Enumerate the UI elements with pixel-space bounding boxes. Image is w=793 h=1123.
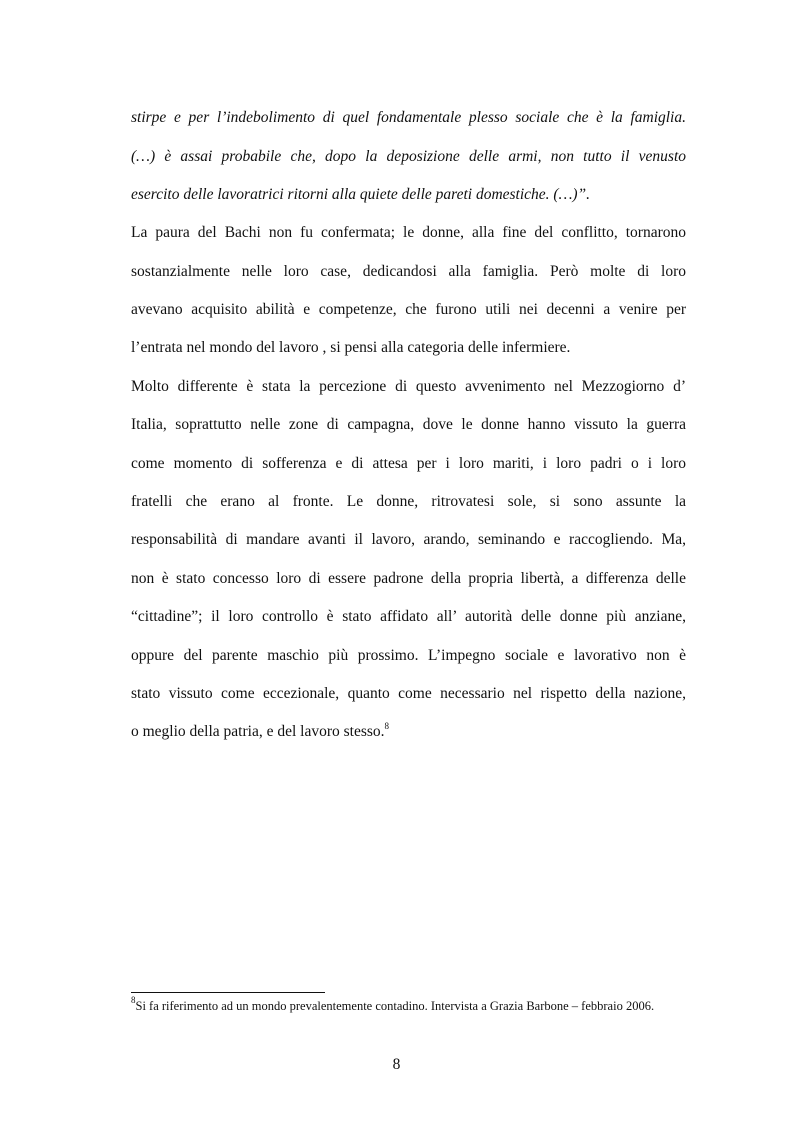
body-line: l’entrata nel mondo del lavoro , si pensi alla categoria delle infermiere.	[131, 339, 571, 356]
body-line: La paura del Bachi non fu confermata; le donne, alla fine del conflitto, tornarono	[131, 224, 686, 241]
page-number: 8	[392, 1056, 401, 1073]
footnote-text: Si fa riferimento ad un mondo prevalentemente contadino. Intervista a Grazia Barbone – febbraio 2006.	[135, 999, 655, 1013]
quote-line: esercito delle lavoratrici ritorni alla quiete delle pareti domestiche. (…)”.	[131, 186, 591, 203]
body-line: come momento di sofferenza e di attesa per i loro mariti, i loro padri o i loro	[131, 455, 686, 472]
body-line: stato vissuto come eccezionale, quanto come necessario nel rispetto della nazione,	[131, 685, 686, 702]
body-line: sostanzialmente nelle loro case, dedicandosi alla famiglia. Però molte di loro	[131, 263, 686, 280]
body-line: Molto differente è stata la percezione di questo avvenimento nel Mezzogiorno d’	[131, 378, 686, 395]
body-line-last	[131, 722, 686, 742]
body-line: non è stato concesso loro di essere padrone della propria libertà, a differenza delle	[131, 570, 686, 587]
body-line: oppure del parente maschio più prossimo. L’impegno sociale e lavorativo non è	[131, 647, 686, 664]
body-line: fratelli che erano al fronte. Le donne, ritrovatesi sole, si sono assunte la	[131, 493, 686, 510]
body-line: responsabilità di mandare avanti il lavoro, arando, seminando e raccogliendo. Ma,	[131, 531, 686, 548]
body-line: avevano acquisito abilità e competenze, che furono utili nei decenni a venire per	[131, 301, 686, 318]
body-line: “cittadine”; il loro controllo è stato affidato all’ autorità delle donne più anziane,	[131, 608, 686, 625]
footnote-separator	[131, 992, 325, 993]
footnote	[131, 995, 711, 1014]
body-line-text: o meglio della patria, e del lavoro stesso.	[131, 723, 385, 740]
quote-line: stirpe e per l’indebolimento di quel fondamentale plesso sociale che è la famiglia.	[131, 109, 686, 126]
footnote-number: 8	[131, 995, 136, 1005]
quote-line: (…) è assai probabile che, dopo la deposizione delle armi, non tutto il venusto	[131, 148, 686, 165]
body-line: Italia, soprattutto nelle zone di campagna, dove le donne hanno vissuto la guerra	[131, 416, 686, 433]
footnote-reference[interactable]: 8	[384, 721, 390, 731]
